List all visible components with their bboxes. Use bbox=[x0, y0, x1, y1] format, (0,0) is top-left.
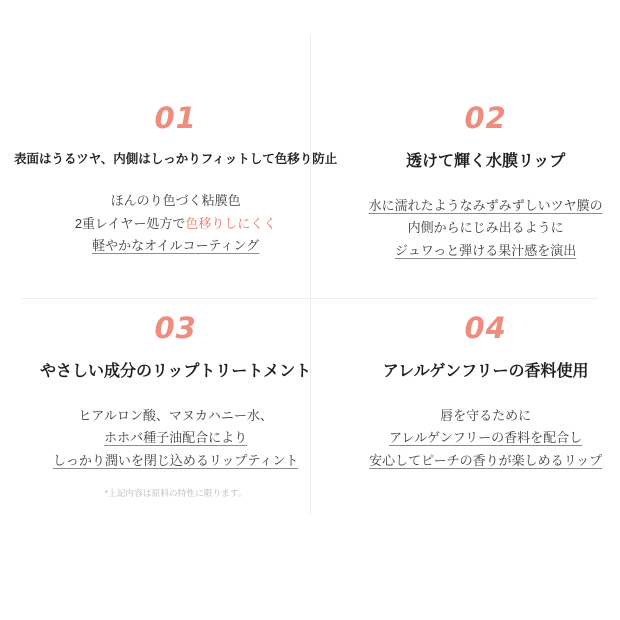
feature-body-line bbox=[369, 405, 602, 428]
feature-body-line bbox=[53, 427, 298, 450]
feature-headline: 透けて輝く水膜リップ bbox=[405, 153, 566, 170]
feature-panel-01 bbox=[0, 24, 351, 286]
feature-body-line bbox=[369, 427, 602, 450]
feature-body-line bbox=[369, 217, 603, 240]
feature-body-text: 軽やかなオイルコーティング bbox=[92, 238, 260, 254]
feature-body-text: 水に濡れたようなみずみずしいツヤ膜の bbox=[368, 197, 603, 213]
feature-body bbox=[369, 195, 603, 263]
feature-body-text: アレルゲンフリーの香料を配合し bbox=[389, 430, 583, 446]
feature-body-text: しっかり潤いを閉じ込めるリップティント bbox=[52, 453, 299, 469]
feature-number: 02 bbox=[464, 101, 507, 135]
feature-body-text: ほんのり色づく粘膜色 bbox=[110, 192, 241, 208]
feature-headline: アレルゲンフリーの香料使用 bbox=[382, 363, 589, 380]
feature-body-text: ホホバ種子油配合により bbox=[104, 430, 248, 446]
feature-panel-03 bbox=[0, 286, 351, 548]
feature-body-line bbox=[75, 235, 277, 258]
feature-number: 04 bbox=[464, 311, 507, 345]
feature-body-text: ヒアルロン酸、マヌカハニー水、 bbox=[78, 407, 273, 423]
feature-body-text: 安心してピーチの香りが楽しめるリップ bbox=[369, 453, 603, 469]
feature-body-text: 2重レイヤー処方で bbox=[74, 215, 186, 231]
feature-body bbox=[75, 190, 277, 258]
feature-body-line bbox=[75, 190, 277, 213]
feature-body bbox=[369, 405, 602, 473]
feature-body-line bbox=[369, 240, 603, 263]
feature-body-line bbox=[75, 213, 277, 236]
feature-body-line bbox=[369, 195, 603, 218]
feature-panel-02 bbox=[351, 24, 620, 286]
feature-body-line bbox=[53, 450, 298, 473]
feature-panel-04 bbox=[351, 286, 620, 548]
feature-body-accent: 色移りしにくく bbox=[185, 215, 277, 231]
feature-number: 01 bbox=[154, 101, 197, 135]
feature-body-text: ジュワっと弾ける果汁感を演出 bbox=[395, 243, 577, 259]
feature-grid bbox=[0, 24, 620, 548]
feature-body-text: 内側からにじみ出るように bbox=[407, 220, 564, 236]
feature-body-line bbox=[369, 450, 602, 473]
feature-headline: やさしい成分のリップトリートメント bbox=[40, 363, 312, 380]
feature-number: 03 bbox=[154, 311, 197, 345]
feature-footnote: *上記内容は原料の特性に限ります。 bbox=[104, 487, 247, 498]
feature-body-text: 唇を守るために bbox=[440, 407, 532, 423]
feature-body-line bbox=[53, 405, 298, 428]
feature-body bbox=[53, 405, 298, 473]
feature-headline: 表面はうるツヤ、内側はしっかりフィットして色移り防止 bbox=[14, 152, 338, 166]
